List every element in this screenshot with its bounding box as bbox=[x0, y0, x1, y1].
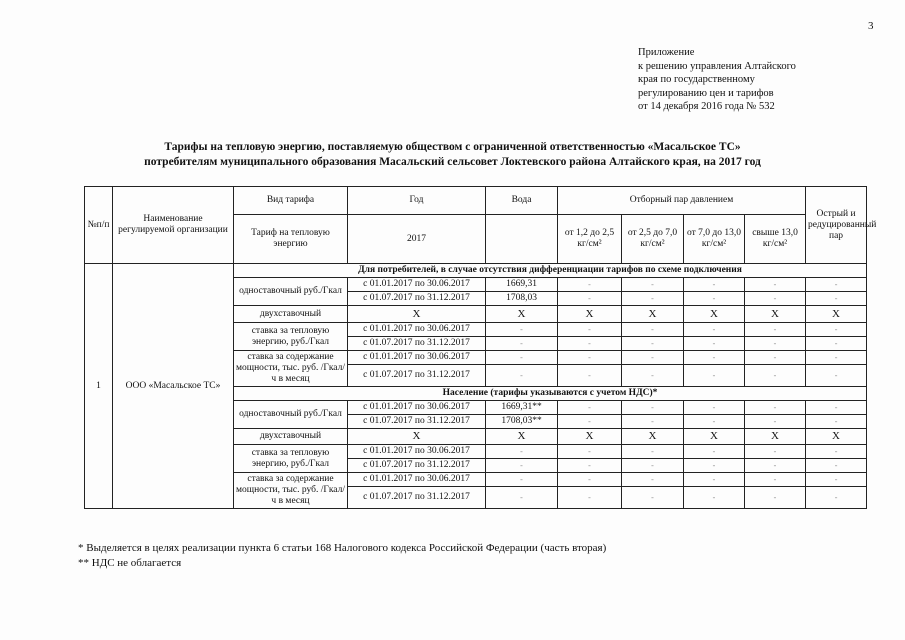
dash-cell: - bbox=[684, 415, 745, 429]
dash-cell: - bbox=[745, 278, 806, 292]
heat-rate: ставка за тепловую энергию, руб./Гкал bbox=[234, 323, 348, 351]
dash-cell: - bbox=[684, 445, 745, 459]
header-tariff-type: Вид тарифа bbox=[234, 187, 348, 215]
capacity-rate: ставка за содержание мощности, тыс. руб. /Гкал/ч в месяц bbox=[234, 351, 348, 387]
dash-cell: - bbox=[558, 459, 622, 473]
period-cell: с 01.07.2017 по 31.12.2017 bbox=[348, 415, 486, 429]
dash-cell: - bbox=[558, 351, 622, 365]
dash-cell: - bbox=[558, 445, 622, 459]
dash-cell: - bbox=[622, 473, 684, 487]
dash-cell: - bbox=[684, 487, 745, 509]
dash-cell: - bbox=[684, 292, 745, 306]
period-cell: с 01.01.2017 по 30.06.2017 bbox=[348, 401, 486, 415]
appendix-line: края по государственному bbox=[638, 74, 755, 86]
period-cell: с 01.01.2017 по 30.06.2017 bbox=[348, 323, 486, 337]
dash-cell: - bbox=[806, 473, 867, 487]
x-cell: X bbox=[684, 306, 745, 323]
header-pressure-4: свыше 13,0 кг/см² bbox=[745, 215, 806, 264]
dash-cell: - bbox=[684, 351, 745, 365]
period-cell: с 01.07.2017 по 31.12.2017 bbox=[348, 487, 486, 509]
dash-cell: - bbox=[806, 459, 867, 473]
x-cell: X bbox=[806, 306, 867, 323]
dash-cell: - bbox=[558, 487, 622, 509]
section-heading: Для потребителей, в случае отсутствия дифференциации тарифов по схеме подключения bbox=[234, 264, 867, 278]
period-cell: с 01.01.2017 по 30.06.2017 bbox=[348, 473, 486, 487]
dash-cell: - bbox=[684, 365, 745, 387]
dash-cell: - bbox=[622, 401, 684, 415]
dash-cell: - bbox=[684, 323, 745, 337]
header-org: Наименование регулируемой организации bbox=[113, 187, 234, 264]
dash-cell: - bbox=[558, 401, 622, 415]
header-year: Год bbox=[348, 187, 486, 215]
dash-cell: - bbox=[622, 445, 684, 459]
appendix-block bbox=[638, 46, 796, 114]
one-part-tariff: одноставочный руб./Гкал bbox=[234, 401, 348, 429]
dash-cell: - bbox=[558, 365, 622, 387]
appendix-line: регулированию цен и тарифов bbox=[638, 87, 774, 99]
dash-cell: - bbox=[622, 415, 684, 429]
dash-cell: - bbox=[806, 323, 867, 337]
capacity-rate: ставка за содержание мощности, тыс. руб. /Гкал/ч в месяц bbox=[234, 473, 348, 509]
dash-cell: - bbox=[486, 323, 558, 337]
header-water: Вода bbox=[486, 187, 558, 215]
header-steam: Отборный пар давлением bbox=[558, 187, 806, 215]
dash-cell: - bbox=[806, 337, 867, 351]
dash-cell: - bbox=[622, 337, 684, 351]
header-water-empty bbox=[486, 215, 558, 264]
dash-cell: - bbox=[745, 351, 806, 365]
dash-cell: - bbox=[558, 415, 622, 429]
appendix-line: к решению управления Алтайского bbox=[638, 60, 796, 72]
period-cell: с 01.07.2017 по 31.12.2017 bbox=[348, 459, 486, 473]
dash-cell: - bbox=[806, 415, 867, 429]
header-pressure-1: от 1,2 до 2,5 кг/см² bbox=[558, 215, 622, 264]
dash-cell: - bbox=[745, 415, 806, 429]
period-cell: с 01.07.2017 по 31.12.2017 bbox=[348, 365, 486, 387]
dash-cell: - bbox=[806, 278, 867, 292]
period-cell: с 01.07.2017 по 31.12.2017 bbox=[348, 337, 486, 351]
tariff-table bbox=[84, 186, 877, 509]
header-year-value: 2017 bbox=[348, 215, 486, 264]
x-cell: X bbox=[806, 429, 867, 445]
period-cell: с 01.01.2017 по 30.06.2017 bbox=[348, 278, 486, 292]
heat-rate: ставка за тепловую энергию, руб./Гкал bbox=[234, 445, 348, 473]
two-part-tariff: двухставочный bbox=[234, 306, 348, 323]
dash-cell: - bbox=[684, 278, 745, 292]
period-cell: с 01.07.2017 по 31.12.2017 bbox=[348, 292, 486, 306]
dash-cell: - bbox=[622, 459, 684, 473]
dash-cell: - bbox=[806, 445, 867, 459]
dash-cell: - bbox=[486, 337, 558, 351]
dash-cell: - bbox=[486, 487, 558, 509]
appendix-line: от 14 декабря 2016 года № 532 bbox=[638, 101, 775, 113]
two-part-tariff: двухставочный bbox=[234, 429, 348, 445]
dash-cell: - bbox=[745, 323, 806, 337]
dash-cell: - bbox=[745, 487, 806, 509]
dash-cell: - bbox=[558, 278, 622, 292]
header-heat-tariff: Тариф на тепловую энергию bbox=[234, 215, 348, 264]
dash-cell: - bbox=[558, 337, 622, 351]
dash-cell: - bbox=[745, 337, 806, 351]
dash-cell: - bbox=[622, 351, 684, 365]
dash-cell: - bbox=[684, 473, 745, 487]
x-cell: X bbox=[486, 429, 558, 445]
appendix-line: Приложение bbox=[638, 47, 695, 58]
dash-cell: - bbox=[622, 365, 684, 387]
footnotes bbox=[78, 541, 606, 571]
header-sharp-steam: Острый и редуцированный пар bbox=[806, 187, 867, 264]
x-cell: X bbox=[558, 306, 622, 323]
dash-cell: - bbox=[558, 473, 622, 487]
dash-cell: - bbox=[684, 337, 745, 351]
title-line-1: Тарифы на тепловую энергию, поставляемую обществом с ограниченной ответственностью «Масальское ТС» bbox=[164, 141, 741, 153]
page-number: 3 bbox=[868, 20, 874, 32]
org-name: ООО «Масальское ТС» bbox=[113, 264, 234, 509]
dash-cell: - bbox=[806, 401, 867, 415]
footnote-no-vat: ** НДС не облагается bbox=[78, 557, 182, 569]
dash-cell: - bbox=[622, 292, 684, 306]
water-value: 1669,31** bbox=[486, 401, 558, 415]
dash-cell: - bbox=[745, 445, 806, 459]
dash-cell: - bbox=[745, 401, 806, 415]
dash-cell: - bbox=[684, 401, 745, 415]
water-value: 1669,31 bbox=[486, 278, 558, 292]
section-heading: Население (тарифы указываются с учетом НДС)* bbox=[234, 387, 867, 401]
document-title bbox=[0, 140, 905, 170]
title-line-2: потребителям муниципального образования Масальский сельсовет Локтевского района Алтайского края, на 2017 год bbox=[144, 156, 761, 168]
x-cell: X bbox=[684, 429, 745, 445]
dash-cell: - bbox=[486, 351, 558, 365]
org-number: 1 bbox=[85, 264, 113, 509]
dash-cell: - bbox=[622, 323, 684, 337]
x-cell: X bbox=[558, 429, 622, 445]
dash-cell: - bbox=[486, 365, 558, 387]
footnote-vat: * Выделяется в целях реализации пункта 6 статьи 168 Налогового кодекса Российской Федерации (часть вторая) bbox=[78, 542, 607, 554]
x-cell: X bbox=[622, 429, 684, 445]
water-value: 1708,03** bbox=[486, 415, 558, 429]
dash-cell: - bbox=[486, 459, 558, 473]
x-cell: X bbox=[348, 429, 486, 445]
header-pressure-3: от 7,0 до 13,0 кг/см² bbox=[684, 215, 745, 264]
dash-cell: - bbox=[806, 365, 867, 387]
dash-cell: - bbox=[622, 487, 684, 509]
dash-cell: - bbox=[745, 459, 806, 473]
x-cell: X bbox=[622, 306, 684, 323]
x-cell: X bbox=[745, 306, 806, 323]
dash-cell: - bbox=[745, 473, 806, 487]
dash-cell: - bbox=[622, 278, 684, 292]
water-value: 1708,03 bbox=[486, 292, 558, 306]
x-cell: X bbox=[486, 306, 558, 323]
dash-cell: - bbox=[486, 445, 558, 459]
dash-cell: - bbox=[745, 292, 806, 306]
x-cell: X bbox=[348, 306, 486, 323]
period-cell: с 01.01.2017 по 30.06.2017 bbox=[348, 351, 486, 365]
dash-cell: - bbox=[745, 365, 806, 387]
header-num: №п/п bbox=[85, 187, 113, 264]
dash-cell: - bbox=[558, 292, 622, 306]
dash-cell: - bbox=[806, 351, 867, 365]
period-cell: с 01.01.2017 по 30.06.2017 bbox=[348, 445, 486, 459]
dash-cell: - bbox=[806, 292, 867, 306]
dash-cell: - bbox=[558, 323, 622, 337]
dash-cell: - bbox=[486, 473, 558, 487]
dash-cell: - bbox=[806, 487, 867, 509]
dash-cell: - bbox=[684, 459, 745, 473]
x-cell: X bbox=[745, 429, 806, 445]
one-part-tariff: одноставочный руб./Гкал bbox=[234, 278, 348, 306]
header-pressure-2: от 2,5 до 7,0 кг/см² bbox=[622, 215, 684, 264]
